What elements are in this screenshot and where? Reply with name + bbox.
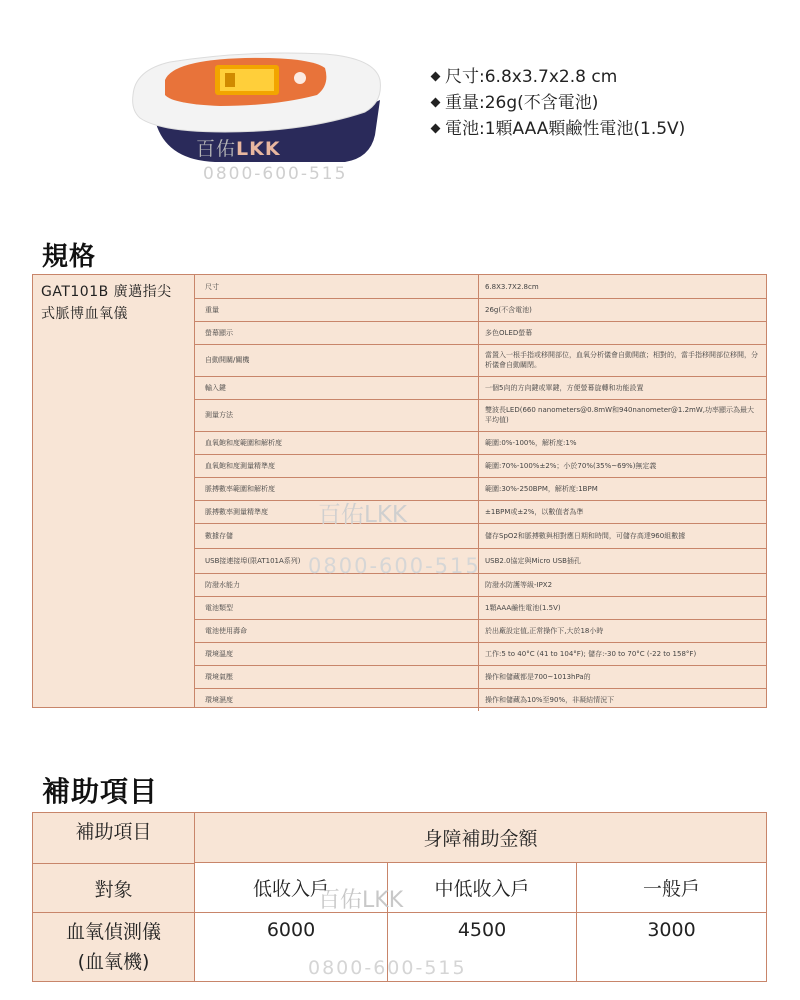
summary-item <box>432 64 685 90</box>
spec-row <box>195 376 766 400</box>
spec-row <box>195 344 766 377</box>
spec-row-label: 血氧飽和度測量精準度 <box>195 454 479 477</box>
summary-item <box>432 90 685 116</box>
spec-row-value: 1顆AAA鹼性電池(1.5V) <box>485 603 561 612</box>
subsidy-section-title: 補助項目 <box>42 775 159 808</box>
summary-item <box>432 116 685 142</box>
bullet-icon <box>431 72 441 82</box>
spec-row-label: 環境濕度 <box>195 688 479 711</box>
spec-row-label: 環境溫度 <box>195 642 479 665</box>
spec-row-label: 血氧飽和度範圍和解析度 <box>195 431 479 454</box>
spec-product-name: GAT101B 廣邁指尖式脈博血氧儀 <box>41 284 172 322</box>
spec-row-label: 脈搏數率範圍和解析度 <box>195 477 479 500</box>
spec-row-label: 自動開關/關機 <box>195 344 479 376</box>
spec-row <box>195 275 766 299</box>
spec-row-label: USB接連接埠(限AT101A系列) <box>195 548 479 573</box>
spec-row-value: 工作:5 to 40°C (41 to 104°F); 儲存:-30 to 70°C (-22 to 158°F) <box>485 649 697 658</box>
summary-item-text: 重量:26g(不含電池) <box>445 93 599 113</box>
spec-row-value: 26g(不含電池) <box>485 305 532 314</box>
spec-row <box>195 298 766 322</box>
bullet-icon <box>431 98 441 108</box>
spec-row <box>195 500 766 524</box>
subsidy-header-amount: 身障補助金額 <box>195 813 766 863</box>
spec-row <box>195 454 766 478</box>
subsidy-header-item: 補助項目 <box>33 813 195 863</box>
spec-row-label: 脈搏數率測量精準度 <box>195 500 479 523</box>
subsidy-amount-general: 3000 <box>577 913 766 981</box>
spec-row <box>195 523 766 549</box>
spec-row <box>195 665 766 689</box>
spec-row <box>195 619 766 643</box>
spec-row-label: 環境氣壓 <box>195 665 479 688</box>
subsidy-amount-mid-low-income: 4500 <box>388 913 577 981</box>
spec-row-value: 操作和儲藏為10%至90%，非凝結情況下 <box>485 695 615 704</box>
watermark-brand-latin: LKK <box>362 888 404 913</box>
spec-row-value: 操作和儲藏都是700~1013hPa的 <box>485 672 591 681</box>
spec-row <box>195 596 766 620</box>
spec-table <box>32 274 767 708</box>
watermark-phone-mid: 0800-600-515 <box>308 554 481 578</box>
spec-row-value: 多色OLED螢幕 <box>485 328 533 337</box>
spec-row-value: 範圍:70%-100%±2%；小於70%(35%~69%)無定義 <box>485 461 657 470</box>
spec-row-label: 輸入鍵 <box>195 376 479 399</box>
bullet-icon <box>431 124 441 134</box>
spec-row-label: 測量方法 <box>195 399 479 431</box>
watermark-phone-bottom: 0800-600-515 <box>308 957 467 979</box>
spec-row-value: USB2.0協定與Micro USB插孔 <box>485 556 581 565</box>
spec-row-label: 防潑水能力 <box>195 573 479 596</box>
spec-row-label: 螢幕顯示 <box>195 321 479 344</box>
spec-row-label: 電池使用壽命 <box>195 619 479 642</box>
subsidy-col-mid-low-income: 中低收入戶 <box>388 863 577 913</box>
summary-item-text: 電池:1顆AAA顆鹼性電池(1.5V) <box>445 119 686 139</box>
spec-row-value: 範圍:30%-250BPM，解析度:1BPM <box>485 484 598 493</box>
spec-grid <box>194 275 766 707</box>
spec-row-label: 電池類型 <box>195 596 479 619</box>
spec-row-value: 於出廠設定值,正常操作下,大於18小時 <box>485 626 604 635</box>
spec-row-label: 尺寸 <box>195 275 479 298</box>
spec-row <box>195 321 766 345</box>
subsidy-col-general: 一般戶 <box>577 863 766 913</box>
spec-row-value: 範圍:0%-100%，解析度:1% <box>485 438 577 447</box>
spec-row-value: ±1BPM或±2%，以數值者為準 <box>485 507 584 516</box>
spec-row <box>195 642 766 666</box>
watermark-brand-bottom <box>318 883 403 914</box>
watermark-brand <box>196 134 281 161</box>
spec-row-value: 儲存SpO2和脈搏數與相對應日期和時間，可儲存高達960組數據 <box>485 531 686 540</box>
spec-row-label: 數據存儲 <box>195 523 479 548</box>
watermark-brand-text: 百佑 <box>318 502 364 528</box>
spec-row <box>195 431 766 455</box>
spec-row-value: 6.8X3.7X2.8cm <box>485 282 539 291</box>
watermark-phone: 0800-600-515 <box>203 164 348 184</box>
watermark-brand-mid <box>318 496 407 529</box>
spec-row <box>195 477 766 501</box>
spec-summary <box>432 64 685 142</box>
subsidy-item-name: 血氧偵測儀(血氧機) <box>33 913 195 981</box>
subsidy-amount-low-income: 6000 <box>195 913 388 981</box>
spec-row-label: 重量 <box>195 298 479 321</box>
subsidy-target-label: 對象 <box>33 863 195 913</box>
spec-section-title: 規格 <box>42 242 97 272</box>
watermark-brand-text: 百佑 <box>196 138 237 160</box>
spec-row-value: 雙波長LED(660 nanometers@0.8mW和940nanometer@1.2mW,功率顯示為最大平均值) <box>485 406 755 424</box>
subsidy-col-low-income: 低收入戶 <box>195 863 388 913</box>
watermark-brand-text: 百佑 <box>318 888 363 913</box>
summary-item-text: 尺寸:6.8x3.7x2.8 cm <box>445 67 618 87</box>
spec-row <box>195 688 766 711</box>
spec-row-value: 防潑水防護等級-IPX2 <box>485 580 553 589</box>
spec-row <box>195 399 766 432</box>
watermark-brand-latin: LKK <box>364 502 407 528</box>
spec-row-value: 當置入一根手指或移開部位，血氧分析儀會自動開啟；相對的，當手指移開部位移開，分析儀會自動關閉。 <box>485 351 758 369</box>
spec-row-value: 一個5向的方向鍵或單鍵，方便螢幕旋轉和功能設置 <box>485 383 644 392</box>
watermark-brand-latin: LKK <box>236 138 281 160</box>
